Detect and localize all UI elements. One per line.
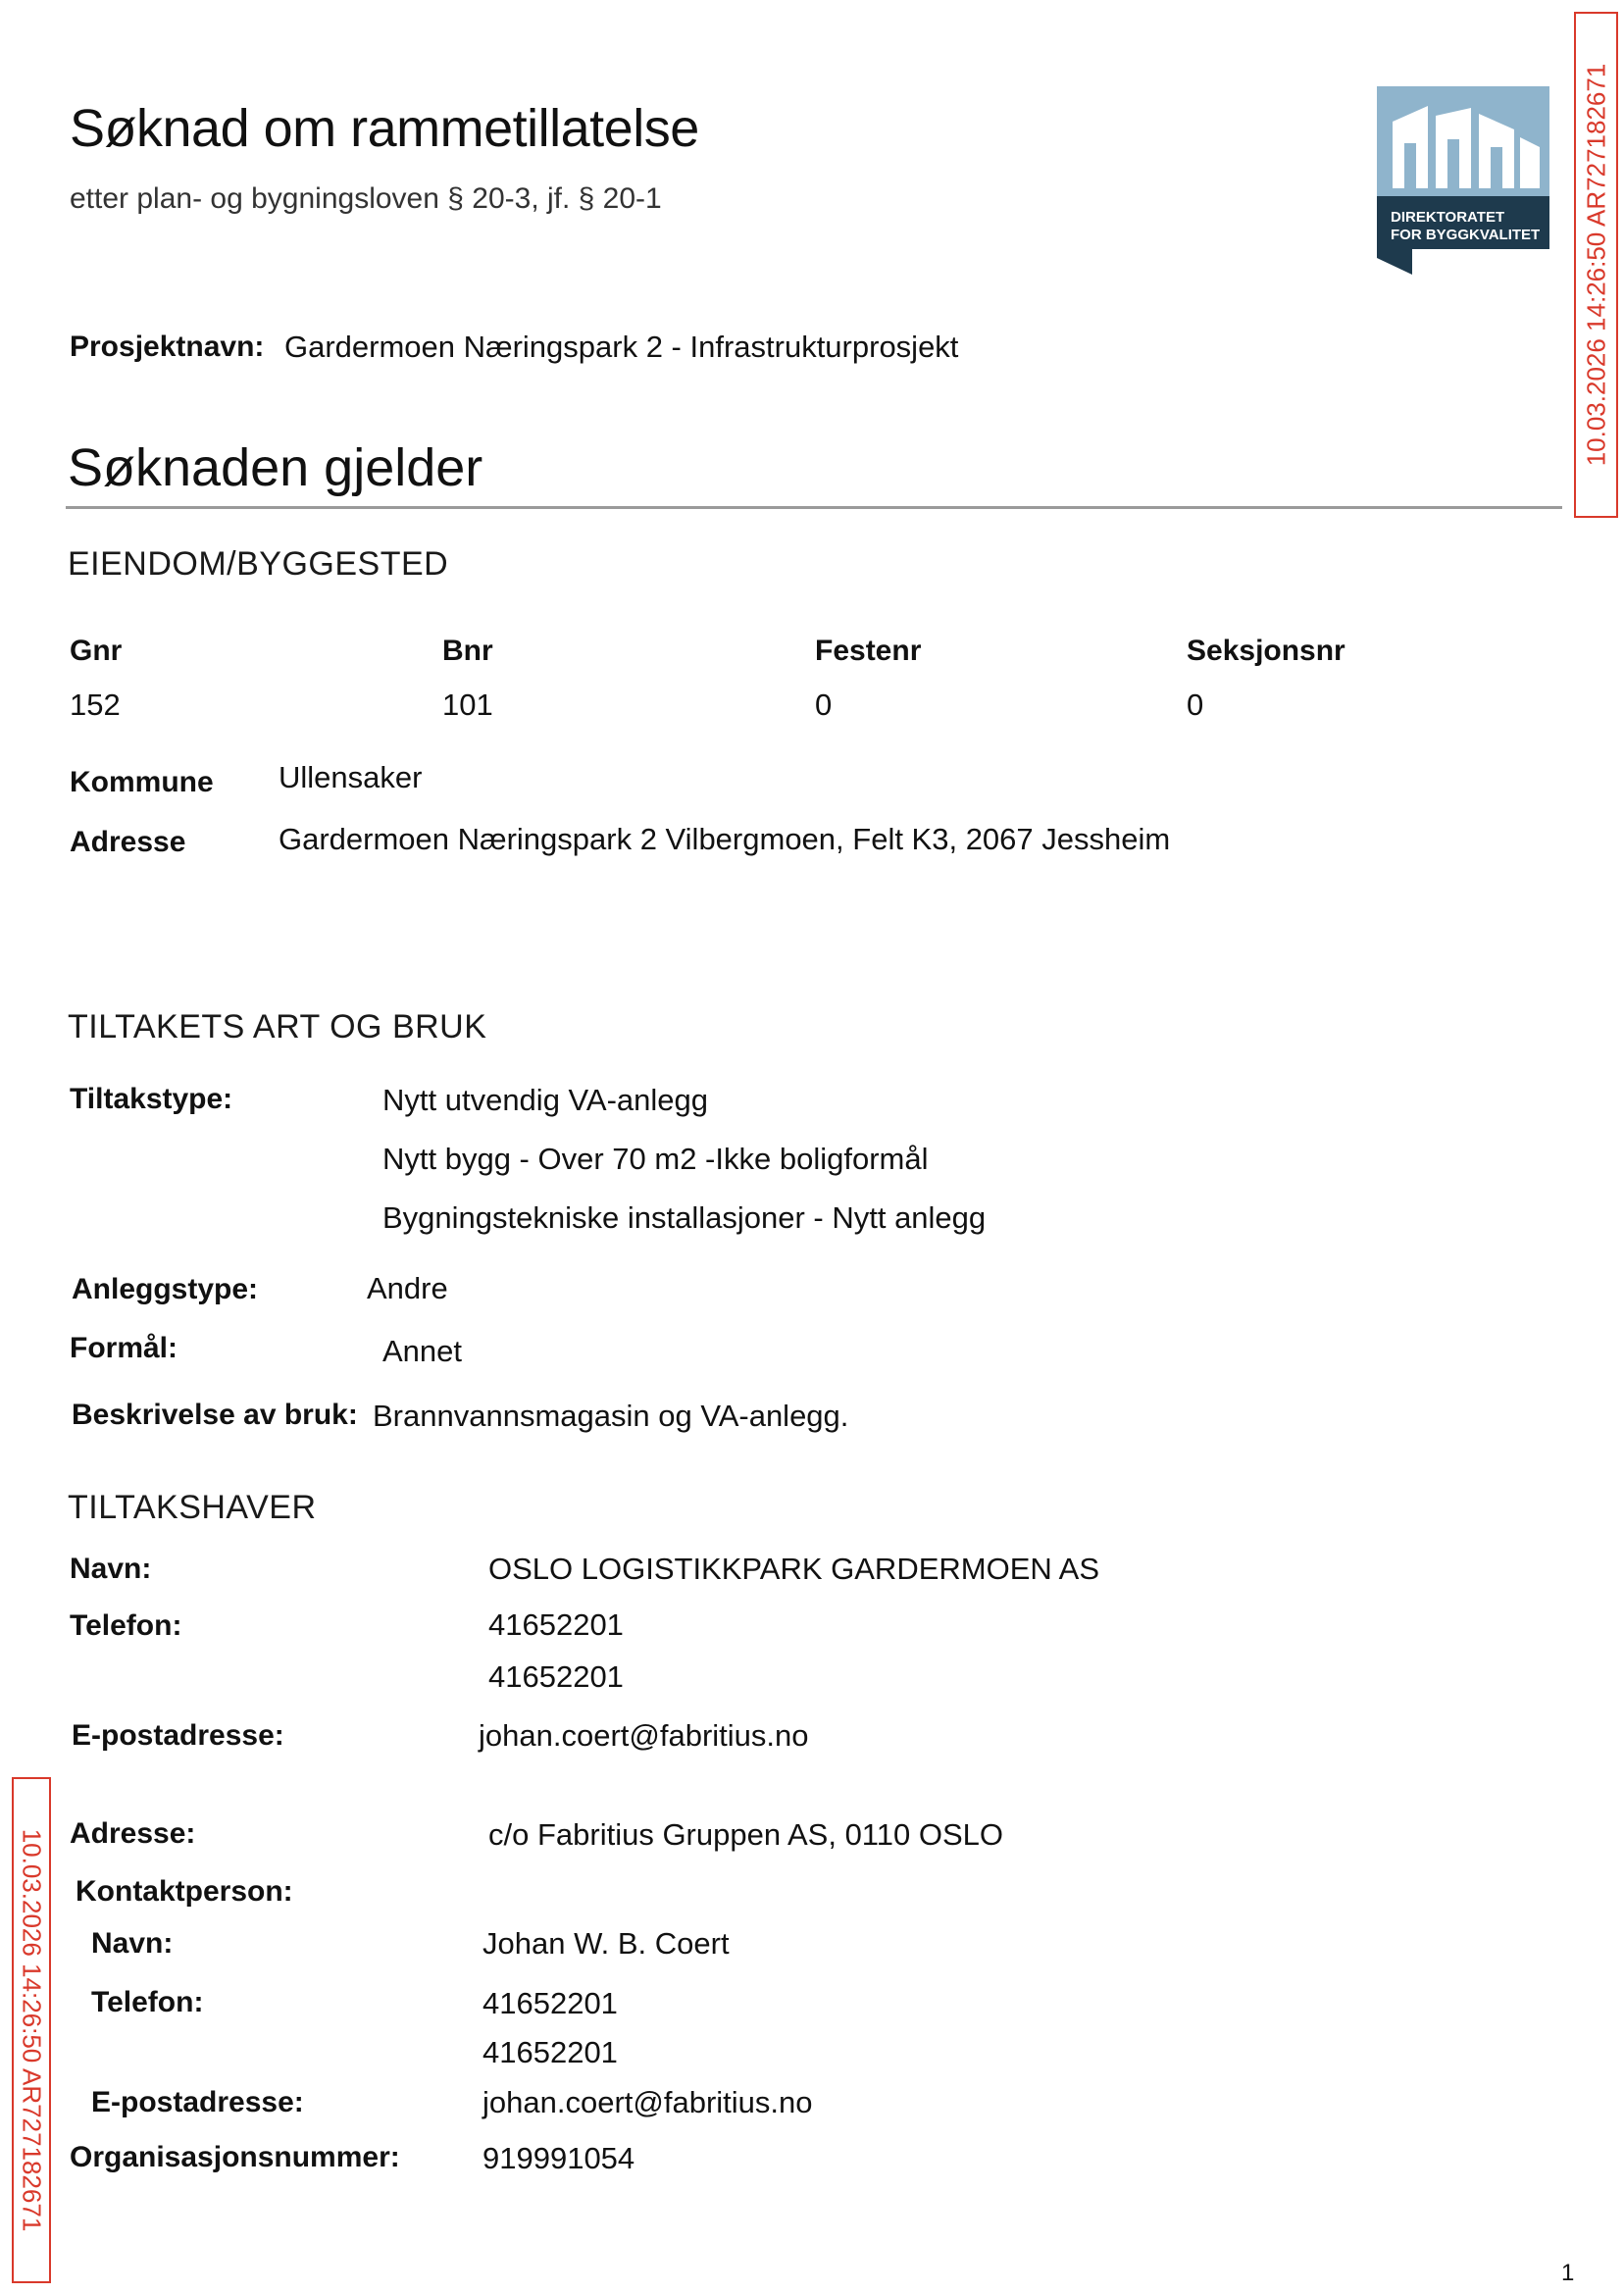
- kontakt-epost-value: johan.coert@fabritius.no: [482, 2085, 813, 2119]
- eiendom-heading: EIENDOM/BYGGESTED: [68, 545, 449, 583]
- tiltakshaver-heading: TILTAKSHAVER: [68, 1489, 317, 1526]
- festenr-value: 0: [815, 688, 833, 722]
- tiltakshaver-telefon-value: 41652201: [488, 1607, 624, 1642]
- document-subtitle: etter plan- og bygningsloven § 20-3, jf. § 20-1: [70, 182, 662, 215]
- tiltakshaver-navn-value: OSLO LOGISTIKKPARK GARDERMOEN AS: [488, 1552, 1100, 1586]
- gnr-label: Gnr: [70, 635, 123, 667]
- project-name-label: Prosjektnavn:: [70, 331, 265, 363]
- formal-value: Annet: [382, 1334, 463, 1368]
- kontakt-telefon-value: 41652201: [482, 2035, 618, 2069]
- tiltakshaver-telefon-value: 41652201: [488, 1659, 624, 1694]
- dibk-logo: [1377, 86, 1549, 275]
- kontakt-telefon-label: Telefon:: [91, 1986, 204, 2018]
- kommune-label: Kommune: [70, 766, 214, 798]
- seksjonsnr-label: Seksjonsnr: [1187, 635, 1345, 667]
- seksjonsnr-value: 0: [1187, 688, 1204, 722]
- orgnr-value: 919991054: [482, 2141, 635, 2175]
- kontakt-navn-label: Navn:: [91, 1927, 174, 1960]
- dibk-logo-graphic: [1377, 86, 1549, 275]
- tiltak-heading: TILTAKETS ART OG BRUK: [68, 1008, 487, 1045]
- page-number: 1: [1561, 2260, 1575, 2286]
- tiltakstype-item: Bygningstekniske installasjoner - Nytt anlegg: [382, 1200, 987, 1235]
- tiltakstype-label: Tiltakstype:: [70, 1083, 233, 1115]
- bnr-value: 101: [442, 688, 493, 722]
- kontakt-epost-label: E-postadresse:: [91, 2086, 304, 2118]
- project-name-value: Gardermoen Næringspark 2 - Infrastrukturprosjekt: [284, 330, 959, 364]
- receipt-stamp-bottom-text: 10.03.2026 14:26:50 AR727182671: [17, 1828, 47, 2232]
- logo-text-line2: FOR BYGGKVALITET: [1391, 227, 1541, 243]
- receipt-stamp-bottom: [12, 1777, 51, 2283]
- tiltakstype-item: Nytt utvendig VA-anlegg: [382, 1083, 709, 1117]
- adresse-value: Gardermoen Næringspark 2 Vilbergmoen, Felt K3, 2067 Jessheim: [279, 822, 1171, 856]
- tiltakshaver-adresse-value: c/o Fabritius Gruppen AS, 0110 OSLO: [488, 1817, 1003, 1852]
- tiltakshaver-adresse-label: Adresse:: [70, 1817, 196, 1850]
- gnr-value: 152: [70, 688, 121, 722]
- section-title: Søknaden gjelder: [68, 438, 483, 497]
- receipt-stamp-top: [1574, 12, 1618, 518]
- beskrivelse-label: Beskrivelse av bruk:: [72, 1399, 358, 1431]
- formal-label: Formål:: [70, 1332, 178, 1364]
- tiltakstype-item: Nytt bygg - Over 70 m2 -Ikke boligformål: [382, 1142, 929, 1176]
- beskrivelse-value: Brannvannsmagasin og VA-anlegg.: [373, 1399, 849, 1433]
- receipt-stamp-top-text: 10.03.2026 14:26:50 AR727182671: [1581, 63, 1610, 467]
- adresse-label: Adresse: [70, 826, 186, 858]
- tiltakshaver-navn-label: Navn:: [70, 1553, 152, 1585]
- anleggstype-label: Anleggstype:: [72, 1273, 259, 1305]
- kontaktperson-label: Kontaktperson:: [76, 1875, 293, 1908]
- tiltakshaver-epost-value: johan.coert@fabritius.no: [479, 1718, 809, 1753]
- anleggstype-value: Andre: [367, 1271, 448, 1305]
- tiltakshaver-epost-label: E-postadresse:: [72, 1719, 284, 1752]
- logo-text-line1: DIREKTORATET: [1391, 209, 1505, 226]
- tiltakshaver-telefon-label: Telefon:: [70, 1609, 182, 1642]
- kontakt-navn-value: Johan W. B. Coert: [482, 1926, 730, 1961]
- festenr-label: Festenr: [815, 635, 922, 667]
- document-title: Søknad om rammetillatelse: [70, 99, 699, 158]
- section-divider: [66, 506, 1562, 509]
- kommune-value: Ullensaker: [279, 760, 423, 794]
- orgnr-label: Organisasjonsnummer:: [70, 2141, 400, 2173]
- bnr-label: Bnr: [442, 635, 493, 667]
- kontakt-telefon-value: 41652201: [482, 1986, 618, 2020]
